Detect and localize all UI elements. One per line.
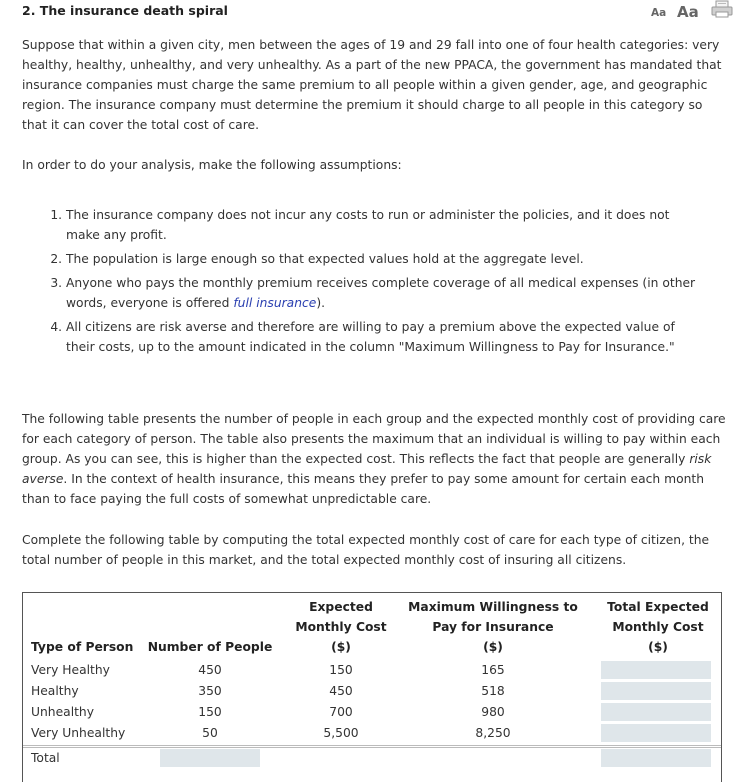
expected-cost-header-line2: Monthly Cost xyxy=(295,620,387,634)
assumption-text: All citizens are risk averse and therefore are willing to pay a premium above the expected value of their costs, up to the amount indicated in the column "Maximum Willingness to Pay for Insurance." xyxy=(66,320,675,354)
decrease-font-button[interactable]: Aa xyxy=(651,7,667,19)
table-description-paragraph xyxy=(22,409,728,509)
expected-cost-header-line3: ($) xyxy=(331,640,351,654)
assumption-text: The insurance company does not incur any costs to run or administer the policies, and it does not make any profit. xyxy=(66,208,670,242)
max-wtp-header-line3: ($) xyxy=(483,640,503,654)
row-maxwtp-cell: 518 xyxy=(481,684,505,698)
max-wtp-header-line1: Maximum Willingness to xyxy=(408,600,578,614)
row-maxwtp-cell: 980 xyxy=(481,705,505,719)
total-divider xyxy=(23,747,721,748)
total-cost-header-line1: Total Expected xyxy=(607,600,709,614)
question-title: 2. The insurance death spiral xyxy=(22,3,228,18)
total-row-label: Total xyxy=(31,751,60,765)
row-number-cell: 450 xyxy=(198,663,222,677)
print-icon[interactable] xyxy=(710,0,733,18)
total-cost-header-line2: Monthly Cost xyxy=(612,620,704,634)
assumptions-intro: In order to do your analysis, make the following assumptions: xyxy=(22,158,402,172)
total-cost-header-line3: ($) xyxy=(648,640,668,654)
row-type-cell: Very Healthy xyxy=(31,663,110,677)
intro-paragraph: Suppose that within a given city, men between the ages of 19 and 29 fall into one of four health categories: very healthy, healthy, unhealthy, and very unhealthy. As a part of the new PPACA, the government has mandated that insurance companies must charge the same premium to all people within a given gender, age, and geographic region. The insurance company must determine the premium it should charge to all people in this category so that it can cover the total cost of care. xyxy=(22,38,722,132)
assumptions-list xyxy=(22,205,706,361)
row-number-cell: 50 xyxy=(202,726,218,740)
assumption-text: The population is large enough so that expected values hold at the aggregate level. xyxy=(66,252,584,266)
total-cost-input-unhealthy[interactable] xyxy=(601,703,711,721)
row-number-cell: 350 xyxy=(198,684,222,698)
row-type-cell: Healthy xyxy=(31,684,79,698)
expected-cost-header-line1: Expected xyxy=(309,600,373,614)
total-cost-input-very-unhealthy[interactable] xyxy=(601,724,711,742)
total-people-input[interactable] xyxy=(160,749,260,767)
risk-averse-term: risk averse xyxy=(22,452,712,486)
number-of-people-header: Number of People xyxy=(147,640,273,654)
total-cost-input-healthy[interactable] xyxy=(601,682,711,700)
type-of-person-header: Type of Person xyxy=(31,640,134,654)
row-type-cell: Very Unhealthy xyxy=(31,726,126,740)
row-type-cell: Unhealthy xyxy=(31,705,94,719)
assumption-item xyxy=(66,205,706,245)
paragraph-text: . In the context of health insurance, this means they prefer to pay some amount for certain each month than to face paying the full costs of somewhat unpredictable care. xyxy=(22,472,705,506)
row-maxwtp-cell: 8,250 xyxy=(475,726,511,740)
row-expected-cell: 5,500 xyxy=(323,726,359,740)
max-wtp-header-line2: Pay for Insurance xyxy=(432,620,554,634)
total-divider xyxy=(23,745,721,746)
full-insurance-link[interactable]: full insurance xyxy=(233,296,317,310)
assumption-item xyxy=(66,273,706,313)
cost-table xyxy=(22,592,722,782)
assumption-item xyxy=(66,317,706,357)
row-number-cell: 150 xyxy=(198,705,222,719)
increase-font-button[interactable]: Aa xyxy=(677,3,699,21)
row-maxwtp-cell: 165 xyxy=(481,663,505,677)
paragraph-text: The following table presents the number of people in each group and the expected monthly cost of providing care for each category of person. The table also presents the maximum that an individual is willing to pay within each group. As you can see, this is higher than the expected cost. This reflects the fact that people are generally xyxy=(22,412,726,466)
assumption-item xyxy=(66,249,706,269)
total-cost-input-all[interactable] xyxy=(601,749,711,767)
question-header xyxy=(22,3,733,23)
row-expected-cell: 450 xyxy=(329,684,353,698)
assumption-text: ). xyxy=(316,296,326,310)
total-cost-input-very-healthy[interactable] xyxy=(601,661,711,679)
row-expected-cell: 700 xyxy=(329,705,353,719)
assumption-text: Anyone who pays the monthly premium receives complete coverage of all medical expenses (in other words, everyone is offered xyxy=(66,276,696,310)
row-expected-cell: 150 xyxy=(329,663,353,677)
instructions-paragraph: Complete the following table by computing the total expected monthly cost of care for each type of citizen, the total number of people in this market, and the total expected monthly cost of insuring all citizens. xyxy=(22,533,710,567)
